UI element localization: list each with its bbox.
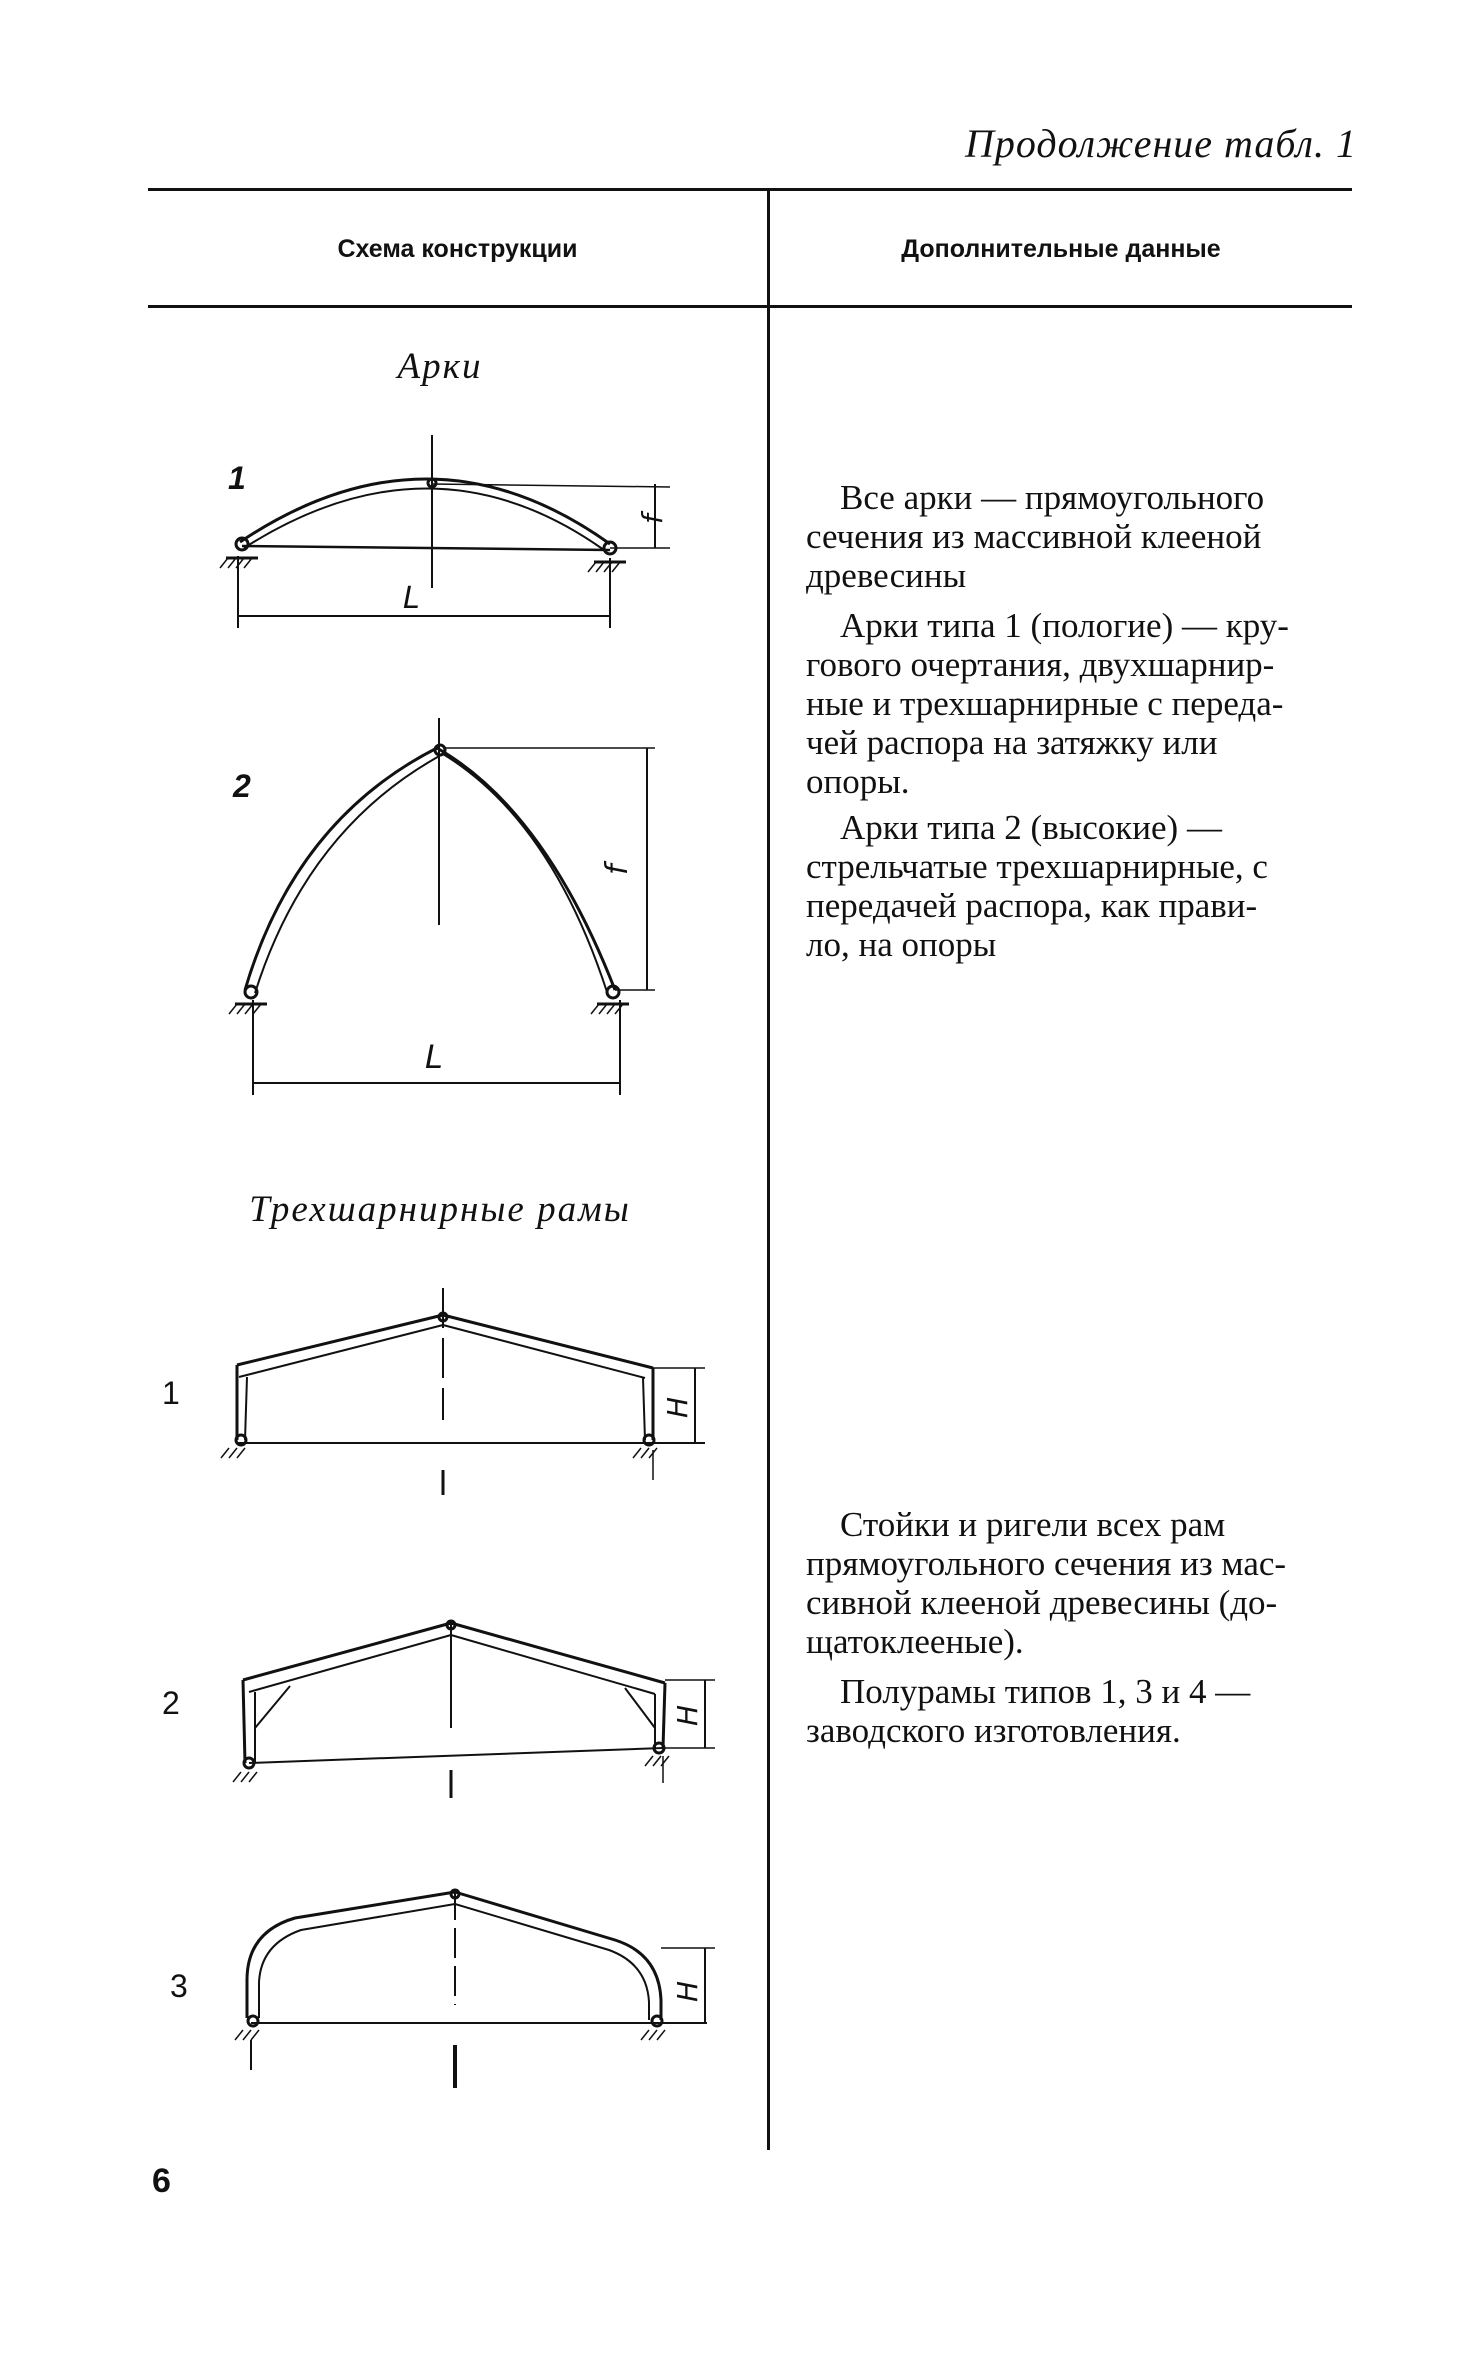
section-title-frames: Трехшарнирные рамы	[249, 1189, 631, 1230]
frame-3-height-label: H	[671, 1980, 704, 2002]
frames-paragraph-1: Стойки и ригели всех рам прямоугольного сечения из мас- сивной клееной древесины (до- щатоклееные).	[806, 1505, 1287, 1661]
page-number: 6	[152, 2162, 171, 2200]
arch-figure-2-drawing	[215, 700, 685, 1120]
frame-figure-2-number: 2	[162, 1685, 180, 1721]
column-divider	[767, 190, 770, 2150]
arch-2-rise-label: f	[600, 864, 635, 875]
arch-figure-2-number: 2	[233, 768, 251, 804]
frame-1-height-label: H	[661, 1396, 694, 1418]
arch-figure-1-number: 1	[228, 460, 246, 496]
frame-2-height-label: H	[671, 1704, 704, 1726]
arches-paragraph-3: Арки типа 2 (высокие) — стрельчатые трехшарнирные, с передачей распора, как прави- ло, на опоры	[806, 808, 1268, 964]
running-title: Продолжение табл. 1	[964, 121, 1357, 166]
arches-paragraph-2: Арки типа 1 (пологие) — кру- гового очертания, двухшарнир- ные и трехшарнирные с переда- чей распора на затяжку или опоры.	[806, 606, 1289, 801]
arch-figure-1-drawing	[200, 420, 700, 640]
column-header-scheme: Схема конструкции	[337, 235, 578, 263]
arch-1-rise-label: f	[636, 514, 669, 524]
frames-paragraph-2: Полурамы типов 1, 3 и 4 — заводского изготовления.	[806, 1672, 1251, 1750]
table-top-rule	[148, 188, 1352, 191]
table-header-rule	[148, 305, 1352, 308]
frame-figure-1-number: 1	[162, 1375, 180, 1411]
frame-figure-3-drawing	[215, 1870, 735, 2110]
column-header-additional-data: Дополнительные данные	[901, 235, 1221, 263]
frame-figure-1-drawing	[215, 1280, 735, 1510]
section-title-arches: Арки	[397, 346, 483, 387]
arches-paragraph-1: Все арки — прямоугольного сечения из массивной клееной древесины	[806, 478, 1265, 595]
frame-figure-2-drawing	[215, 1588, 735, 1818]
frame-figure-3-number: 3	[170, 1968, 188, 2004]
arch-1-span-label: L	[403, 581, 420, 616]
arch-2-span-label: L	[425, 1038, 443, 1076]
